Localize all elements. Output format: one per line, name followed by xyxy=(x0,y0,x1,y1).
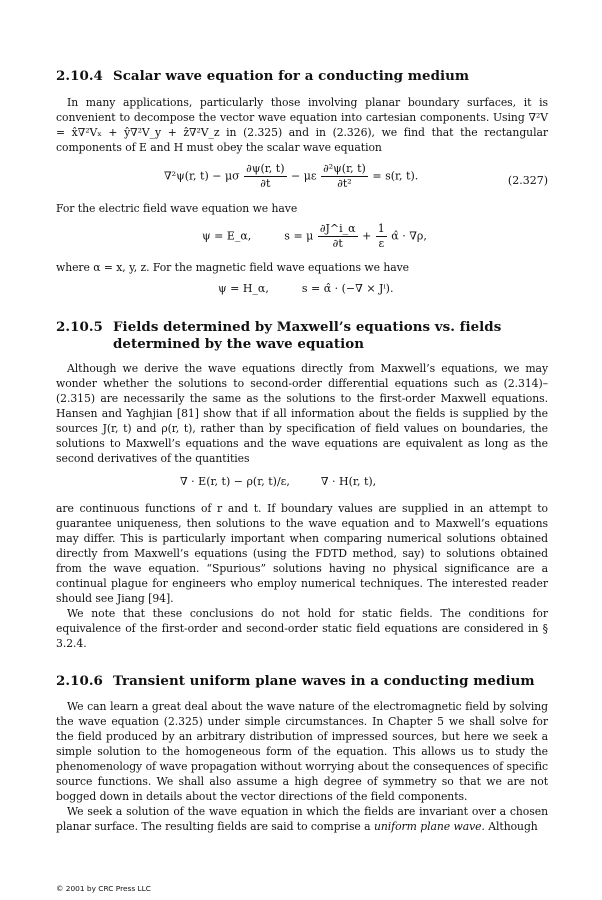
copyright-footer: © 2001 by CRC Press LLC xyxy=(56,884,151,893)
paragraph: We seek a solution of the wave equation in which the fields are invariant over a chosen planar surface. The resulting fields are said to comprise a uniform plane wave. Although xyxy=(56,805,548,833)
section-number: 2.10.4 xyxy=(56,68,103,84)
eq-term: ∇ · E(r, t) − ρ(r, t)/ε, xyxy=(180,475,290,488)
paragraph: where α = x, y, z. For the magnetic field wave equations we have xyxy=(56,261,410,274)
section-number: 2.10.6 xyxy=(56,673,103,689)
eq-term: α̂ · ∇ρ, xyxy=(391,229,427,243)
section-heading-2-10-5 xyxy=(56,319,548,353)
eq-term: ψ = H_α, xyxy=(218,282,269,295)
eq-term: ∇²ψ(r, t) − μσ xyxy=(164,169,240,183)
section-title: Scalar wave equation for a conducting medium xyxy=(113,68,470,84)
eq-fraction: $\frac{\text{∂²ψ(r, t)}}{\text{∂t²}}$ xyxy=(323,162,366,190)
section-title: Fields determined by Maxwell’s equations vs. fields determined by the wave equation xyxy=(113,319,502,352)
paragraph: In many applications, particularly those involving planar boundary surfaces, it is convenient to decompose the vector wave equation into cartesian components. Using ∇²V = x̂∇²Vₓ + ŷ∇²V_y + ẑ∇²V_z in (2.325) and in (2.326), we find that the rectangular components of E and H must obey the scalar wave equation xyxy=(56,96,548,154)
eq-fraction: $\frac{\partial J\^{}i\_\alpha}{\partial t}$ xyxy=(319,222,356,250)
section-heading-2-10-4 xyxy=(56,68,548,85)
section-number: 2.10.5 xyxy=(56,319,103,335)
eq-term: = s(r, t). xyxy=(372,169,419,183)
section-title: Transient uniform plane waves in a conducting medium xyxy=(113,673,535,689)
section-heading-2-10-6 xyxy=(56,673,548,690)
paragraph: We note that these conclusions do not hold for static fields. The conditions for equivalence of the first-order and second-order static field equations are considered in § 3.2.4. xyxy=(56,607,548,650)
eq-fraction: $\frac{1}{\varepsilon}$ xyxy=(377,222,385,250)
equation-number: (2.327) xyxy=(507,174,548,187)
emphasis: uniform plane wave. xyxy=(373,820,485,833)
eq-term: ψ = E_α, xyxy=(202,229,252,243)
equation-2-327 xyxy=(56,162,548,198)
paragraph: We can learn a great deal about the wave nature of the electromagnetic field by solving the wave equation (2.325) under simple circumstances. In Chapter 5 we shall solve for the field produced by an arbitrary distribution of impressed sources, but here we seek a simple solution to the homogeneous form of the equation. This allows us to study the phenomenology of wave propagation without worrying about the consequences of specific source functions. We shall also assume a high degree of symmetry so that we are not bogged down in details about the vector directions of the field components. xyxy=(56,700,548,803)
eq-term: + xyxy=(362,229,372,243)
equation-divergence xyxy=(56,475,548,497)
paragraph: are continuous functions of r and t. If boundary values are supplied in an attempt to guarantee uniqueness, then solutions to the wave equation and to Maxwell’s equations may differ. This is particularly important when comparing numerical solutions obtained directly from Maxwell’s equations (using the FDTD method, say) to solutions obtained from the wave equation. “Spurious” solutions having no physical significance are a continual plague for engineers who employ numerical techniques. The interested reader should see Jiang [94]. xyxy=(56,502,548,605)
eq-term: s = μ xyxy=(284,229,314,243)
eq-term: s = α̂ · (−∇ × Jⁱ). xyxy=(301,282,394,295)
equation-electric-source xyxy=(56,222,548,258)
eq-fraction: $\frac{\partial\psi(r, t)}{\partial t}$ xyxy=(246,162,285,190)
page-content xyxy=(56,68,548,834)
paragraph: For the electric field wave equation we have xyxy=(56,202,298,215)
equation-magnetic-source xyxy=(56,282,548,297)
eq-term: − με xyxy=(291,169,317,183)
eq-term: ∇ · H(r, t), xyxy=(320,475,377,488)
paragraph: Although we derive the wave equations directly from Maxwell’s equations, we may wonder whether the solutions to second-order differential equations such as (2.314)–(2.315) are necessarily the same as the solutions to the first-order Maxwell equations. Hansen and Yaghjian [81] show that if all information about the fields is supplied by the sources J(r, t) and ρ(r, t), rather than by specification of field values on boundaries, the solutions to Maxwell’s equations and the wave equations are equivalent as long as the second derivatives of the quantities xyxy=(56,362,548,465)
